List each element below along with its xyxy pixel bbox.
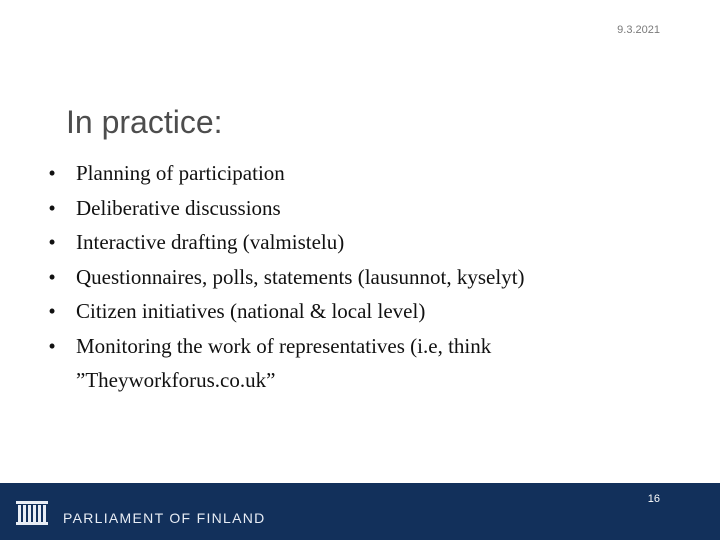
bullet-icon: • — [48, 333, 56, 358]
bullet-icon: • — [48, 299, 56, 323]
bullet-text: Planning of participation — [76, 161, 285, 185]
brand-name: PARLIAMENT OF FINLAND — [63, 510, 266, 526]
bullet-text: Questionnaires, polls, statements (lausunnot, kyselyt) — [76, 264, 525, 289]
bullet-list — [44, 156, 644, 398]
bullet-item — [44, 294, 644, 329]
bullet-item — [44, 191, 644, 226]
bullet-icon: • — [48, 195, 56, 220]
footer-bar — [0, 483, 720, 540]
bullet-text: Deliberative discussions — [76, 195, 281, 220]
bullet-icon: • — [48, 161, 56, 185]
bullet-item — [44, 329, 644, 398]
slide-date: 9.3.2021 — [617, 24, 660, 36]
bullet-icon: • — [48, 230, 56, 254]
bullet-text: Monitoring the work of representatives (i.e, think ”Theyworkforus.co.uk” — [76, 333, 492, 392]
bullet-item — [44, 156, 644, 191]
slide-title: In practice: — [66, 104, 223, 140]
page-number: 16 — [647, 493, 660, 505]
bullet-icon: • — [48, 264, 56, 289]
bullet-item — [44, 225, 644, 260]
bullet-item — [44, 260, 644, 295]
bullet-text: Interactive drafting (valmistelu) — [76, 230, 345, 254]
parliament-building-icon — [15, 499, 49, 527]
bullet-text: Citizen initiatives (national & local level) — [76, 299, 426, 323]
